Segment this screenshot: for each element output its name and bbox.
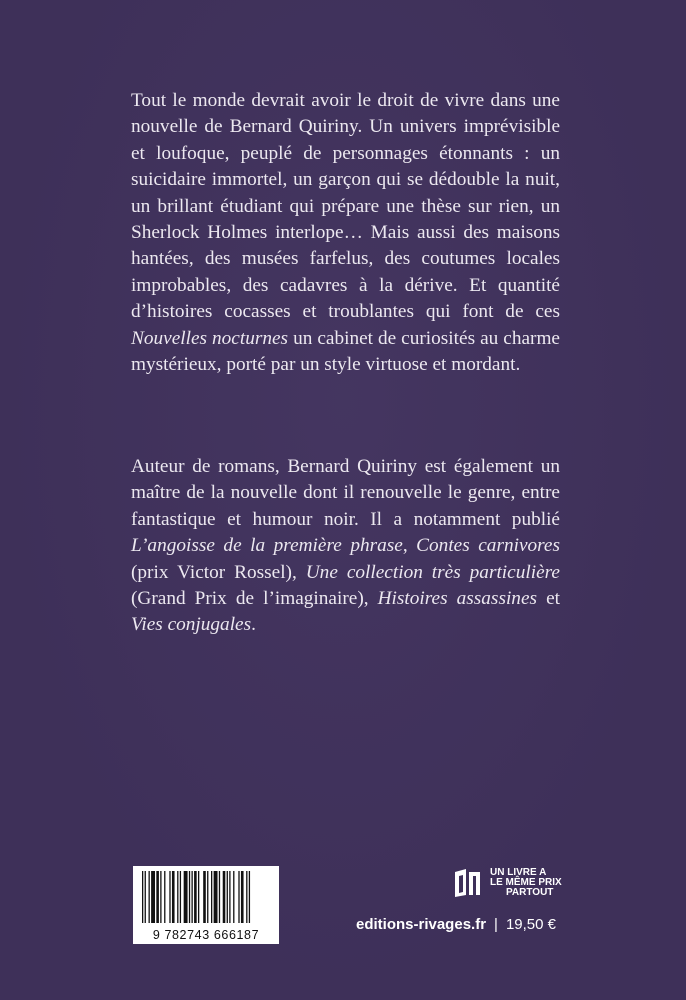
barcode-bar [211,871,212,923]
blurb-paragraph [131,88,560,378]
blurb-text-start: Tout le monde devrait avoir le droit de vivre dans une nouvelle de Bernard Quiriny. Un univers imprévisible et loufoque, peuplé de personnages étonnants : un suicidaire immortel, un garçon qui se dédouble la nuit, un brillant étudiant qui prépare une thèse sur rien, un Sherlock Holmes interlope… Mais aussi des maisons hantées, des musées farfelus, des coutumes locales improbables, des cadavres à la dérive. Et quantité d’histoires cocasses et troublantes qui font de ces [131,90,560,323]
barcode-bar [160,871,161,923]
barcode-bar [246,871,247,923]
barcode-bar [219,871,220,923]
publisher-website: editions-rivages.fr [356,916,487,933]
book-title: Nouvelles nocturnes [131,327,289,349]
barcode-bars [133,866,279,928]
author-bio-text: (Grand Prix de l’imaginaire), [131,588,378,610]
barcode-bar [191,871,192,923]
slogan-line: UN LIVRE A [490,867,547,878]
barcode-bar [151,871,155,923]
slogan-line: LE MÊME PRIX [490,877,562,888]
publisher-footer [356,916,556,933]
barcode-bar [227,871,228,923]
livre-prix-unique-logo-icon [452,868,482,898]
prix-unique-slogan [490,868,562,898]
author-book-title: L’angoisse de la première phrase [131,535,403,557]
author-bio-paragraph [131,454,560,639]
barcode-bar [229,871,230,923]
barcode-bar [169,871,170,923]
barcode-bar [207,871,208,923]
author-book-title: Une collection très particulière [305,561,560,583]
barcode-bar [164,871,165,923]
book-price: 19,50 € [505,916,556,933]
isbn-barcode [133,866,279,944]
blurb-text-end: un cabinet de curiosités au charme mystérieux, porté par un style virtuose et mordant. [131,327,560,376]
slogan-line: PARTOUT [506,887,554,898]
barcode-bar [142,871,143,923]
barcode-bar [203,871,206,923]
barcode-bar [184,871,188,923]
barcode-digits: 9 782743 666187 [152,928,260,942]
barcode-bar [145,871,146,923]
barcode-bar [189,871,190,923]
barcode-bar [198,871,199,923]
barcode-bar [180,871,181,923]
barcode-bar [194,871,197,923]
barcode-bar [223,871,226,923]
author-book-title: Histoires assassines [377,588,538,610]
footer-separator: | [494,916,498,933]
barcode-bar [172,871,175,923]
author-bio-text: et [537,588,560,610]
author-bio-text: , [402,535,417,557]
author-book-title: Contes carnivores [416,535,560,557]
barcode-bar [156,871,159,923]
barcode-bar [177,871,178,923]
author-bio-text: Auteur de romans, Bernard Quiriny est également un maître de la nouvelle dont il renouvelle le genre, entre fantastique et humour noir. Il a notamment publié [131,456,560,530]
barcode-bar [214,871,218,923]
barcode-bar [249,871,250,923]
barcode-bar [233,871,234,923]
barcode-bar [238,871,239,923]
author-book-title: Vies conjugales [131,614,252,636]
barcode-bar [149,871,150,923]
author-bio-text: (prix Victor Rossel), [131,561,306,583]
author-bio-text: . [251,614,256,636]
barcode-bar [241,871,244,923]
